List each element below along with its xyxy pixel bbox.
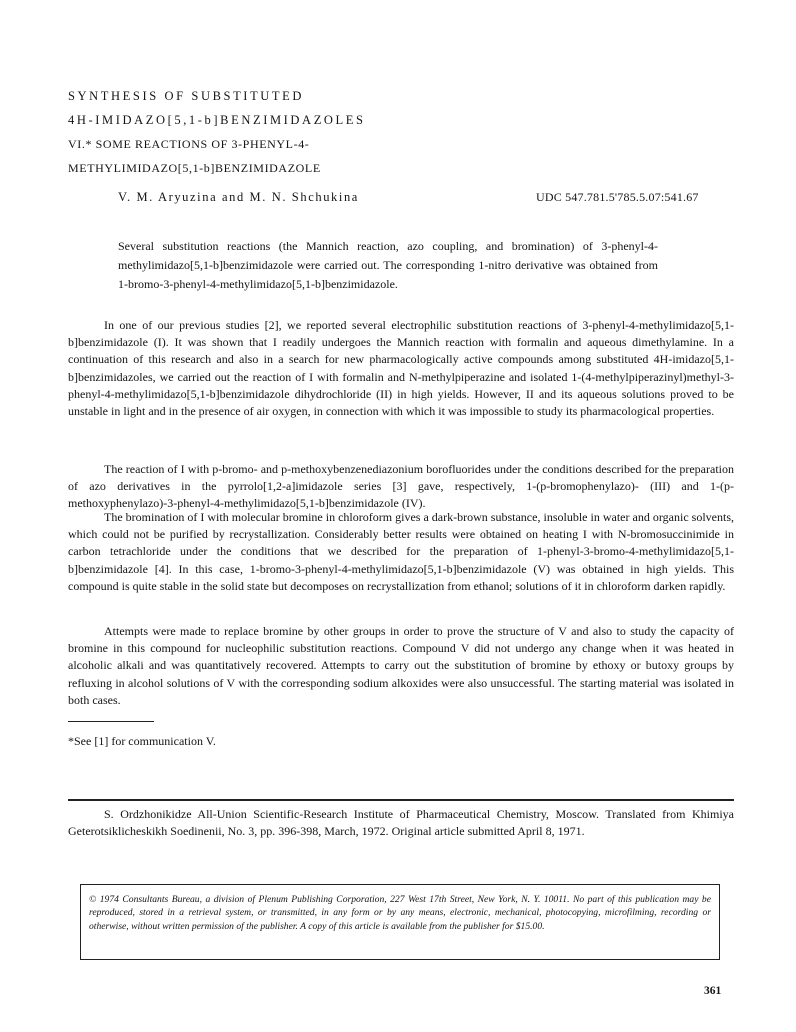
- title-line-3: VI.* SOME REACTIONS OF 3-PHENYL-4-: [68, 137, 310, 151]
- affiliation: S. Ordzhonikidze All-Union Scientific-Research Institute of Pharmaceutical Chemistry, Moscow. Translated from Khimiya Geterotsiklicheskikh Soedinenii, No. 3, pp. 396-398, March, 1972. Original article submitted April 8, 1971.: [68, 807, 734, 838]
- footnote: *See [1] for communication V.: [68, 734, 216, 748]
- authors: V. M. Aryuzina and M. N. Shchukina: [118, 190, 359, 204]
- title-line-4: METHYLIMIDAZO[5,1-b]BENZIMIDAZOLE: [68, 161, 321, 175]
- page-number: 361: [704, 985, 722, 997]
- body-paragraph-2: The reaction of I with p-bromo- and p-methoxybenzenediazonium borofluorides under the conditions described for the preparation of azo derivatives in the pyrrolo[1,2-a]imidazole series [3] gave, respectively, 1-(p-bromophenylazo)- (III) and 1-(p-methoxyphenylazo)-3-phenyl-4-methylimidazo[5,1-b]benzimidazole (IV).: [68, 462, 734, 511]
- body-paragraph-3: The bromination of I with molecular bromine in chloroform gives a dark-brown substance, insoluble in water and organic solvents, which could not be purified by recrystallization. Considerably better results were obtained on heating I with N-bromosuccinimide in carbon tetrachloride under the conditions that we described for the preparation of 1-phenyl-3-bromo-4-methylimidazo[5,1-b]benzimidazole [4]. In this case, 1-bromo-3-phenyl-4-methylimidazo[5,1-b]benzimidazole (V) was obtained in high yields. This compound is quite stable in the solid state but decomposes on recrystallization from ethanol; solutions of it in chloroform darken rapidly.: [68, 510, 734, 593]
- title-line-2: 4H-IMIDAZO[5,1-b]BENZIMIDAZOLES: [68, 113, 366, 127]
- abstract: Several substitution reactions (the Mannich reaction, azo coupling, and bromination) of 3-phenyl-4-methylimidazo[5,1-b]benzimidazole were carried out. The corresponding 1-nitro derivative was obtained from 1-bromo-3-phenyl-4-methylimidazo[5,1-b]benzimidazole.: [118, 239, 658, 291]
- body-paragraph-4: Attempts were made to replace bromine by other groups in order to prove the structure of V and also to study the capacity of bromine in this compound for nucleophilic substitution reactions. Compound V did not undergo any change when it was heated in alcoholic alkali and was quantitatively recovered. Attempts to carry out the substitution of bromine by ethoxy or butoxy groups by refluxing in alcohol solutions of V with the corresponding sodium alkoxides were also unsuccessful. The starting material was isolated in both cases.: [68, 624, 734, 707]
- footnote-divider: [68, 721, 154, 722]
- copyright-notice: © 1974 Consultants Bureau, a division of Plenum Publishing Corporation, 227 West 17th Street, New York, N. Y. 10011. No part of this publication may be reproduced, stored in a retrieval system, or transmitted, in any form or by any means, electronic, mechanical, photocopying, microfilming, recording or otherwise, without written permission of the publisher. A copy of this article is available from the publisher for $15.00.: [89, 894, 711, 932]
- copyright-box: [80, 884, 720, 960]
- title-line-1: SYNTHESIS OF SUBSTITUTED: [68, 89, 305, 103]
- body-paragraph-1: In one of our previous studies [2], we reported several electrophilic substitution reactions of 3-phenyl-4-methylimidazo[5,1-b]benzimidazole (I). It was shown that I readily undergoes the Mannich reaction with formalin and aqueous dimethylamine. In a continuation of this research and also in a search for new pharmacologically active compounds among substituted 4H-imidazo[5,1-b]benzimidazoles, we carried out the reaction of I with formalin and N-methylpiperazine and isolated 1-(4-methylpiperazinyl)methyl-3-phenyl-4-methylimidazo[5,1-b]benzimidazole dihydrochloride (II) in high yields. However, II and its aqueous solutions proved to be unstable in light and in the presence of air oxygen, in connection with which it was impossible to study its pharmacological properties.: [68, 318, 734, 419]
- udc-code: UDC 547.781.5'785.5.07:541.67: [536, 190, 699, 204]
- affiliation-divider: [68, 799, 734, 801]
